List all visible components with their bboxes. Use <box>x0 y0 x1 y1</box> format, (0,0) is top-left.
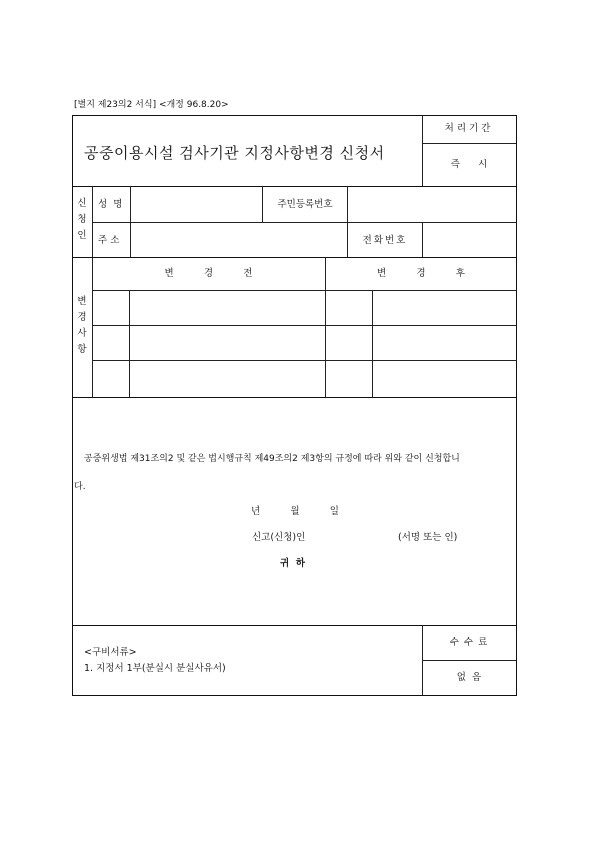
required-document-item: 1. 지정서 1부(분실시 분실사유서) <box>84 663 226 674</box>
fee-mid-line <box>422 660 516 661</box>
after-change-field-1[interactable] <box>373 291 515 324</box>
after-change-field-2[interactable] <box>373 326 515 359</box>
required-documents-heading: <구비서류> <box>84 647 137 658</box>
signature-note: (서명 또는 인) <box>398 532 458 543</box>
applicant-group-label: 신 청 인 <box>77 198 87 241</box>
name-field[interactable] <box>131 187 262 221</box>
frame-top <box>72 115 517 116</box>
name-label: 성 명 <box>98 199 123 210</box>
processing-period-value: 즉 시 <box>450 159 488 170</box>
after-change-header: 변 경 후 <box>377 268 465 279</box>
before-change-field-2[interactable] <box>130 326 324 359</box>
statement-line-2: 다. <box>74 482 86 492</box>
processing-divider <box>422 143 516 144</box>
changes-top-line <box>72 257 517 258</box>
statement-top-line <box>72 397 517 398</box>
rrn-label: 주민등록번호 <box>277 199 333 210</box>
form-number-note: [별지 제23의2 서식] <개정 96.8.20> <box>74 100 229 110</box>
rrn-field[interactable] <box>348 187 515 221</box>
before-change-field-1[interactable] <box>130 291 324 324</box>
after-change-field-3[interactable] <box>373 361 515 396</box>
phone-label: 전화번호 <box>362 235 408 246</box>
before-change-field-3[interactable] <box>130 361 324 396</box>
application-date: 년 월 일 <box>251 506 339 517</box>
frame-left <box>72 115 73 695</box>
address-field[interactable] <box>131 223 346 256</box>
before-change-header: 변 경 전 <box>164 268 253 279</box>
documents-top-line <box>72 625 517 626</box>
processing-period-label: 처리기간 <box>444 123 494 134</box>
frame-right <box>516 115 517 695</box>
before-after-divider <box>325 257 326 397</box>
changes-group-label: 변 경 사 항 <box>77 296 87 355</box>
address-label: 주 소 <box>98 235 120 246</box>
form-title: 공중이용시설 검사기관 지정사항변경 신청서 <box>84 144 385 162</box>
signature-label: 신고(신청)인 <box>252 532 306 543</box>
phone-field[interactable] <box>423 223 515 256</box>
fee-value: 없 음 <box>456 672 482 683</box>
signature-field[interactable] <box>318 529 394 545</box>
left-label-column-line <box>92 186 93 397</box>
recipient: 귀 하 <box>280 558 305 569</box>
fee-label: 수 수 료 <box>449 637 489 648</box>
frame-bottom <box>72 695 517 696</box>
statement-line-1: 공중위생법 제31조의2 및 같은 법시행규칙 제49조의2 제3항의 규정에 따라 위와 같이 신청합니 <box>84 454 460 464</box>
